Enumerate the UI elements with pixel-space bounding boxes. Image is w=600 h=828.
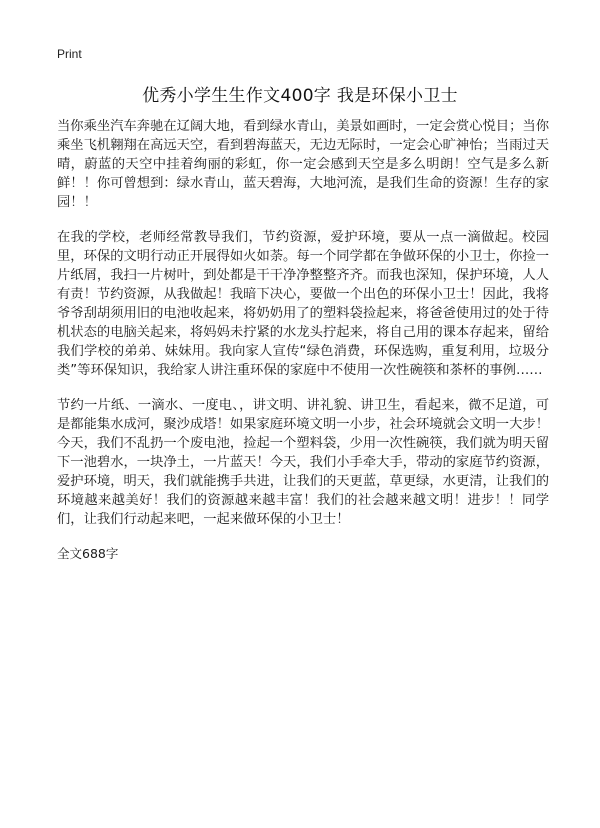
article-body (57, 117, 549, 563)
article-paragraph-1: 当你乘坐汽车奔驰在辽阔大地，看到绿水青山，美景如画时，一定会赏心悦目；当你乘坐飞机翱翔在高远天空，看到碧海蓝天，无边无际时，一定会心旷神怡；当雨过天晴，蔚蓝的天空中挂着绚丽的彩虹，你一定会感到天空是多么明朗！空气是多么新鲜！！你可曾想到：绿水青山，蓝天碧海，大地河流，是我们生命的资源！生存的家园！！ (57, 119, 549, 210)
print-link[interactable]: Print (57, 47, 82, 61)
article-title: 优秀小学生生作文400字 我是环保小卫士 (142, 86, 458, 106)
article-paragraph-2: 在我的学校，老师经常教导我们，节约资源，爱护环境，要从一点一滴做起。校园里，环保的文明行动正开展得如火如荼。每一个同学都在争做环保的小卫士，你捡一片纸屑，我扫一片树叶，到处都是干干净净整整齐齐。而我也深知，保护环境，人人有责！节约资源，从我做起！我暗下决心，要做一个出色的环保小卫士！因此，我将爷爷刮胡须用旧的电池收起来，将奶奶用了的塑料袋捡起来，将爸爸使用过的处于待机状态的电脑关起来，将妈妈未拧紧的水龙头拧起来，将自己用的课本存起来，留给我们学校的弟弟、妹妹用。我向家人宣传“绿色消费，环保选购，重复利用，垃圾分类”等环保知识，我给家人讲注重环保的家庭中不使用一次性碗筷和茶杯的事例…… (57, 230, 549, 378)
article-paragraph-3: 节约一片纸、一滴水、一度电、，讲文明、讲礼貌、讲卫生，看起来，微不足道，可是都能集水成河，聚沙成塔！如果家庭环境文明一小步，社会环境就会文明一大步！今天，我们不乱扔一个废电池，捡起一个塑料袋，少用一次性碗筷，我们就为明天留下一池碧水，一块净土，一片蓝天！今天，我们小手牵大手，带动的家庭节约资源，爱护环境，明天，我们就能携手共进，让我们的天更蓝，草更绿，水更清，让我们的环境越来越美好！我们的资源越来越丰富！我们的社会越来越文明！进步！！同学们，让我们行动起来吧，一起来做环保的小卫士！ (57, 398, 549, 527)
word-count: 全文688字 (57, 546, 119, 561)
